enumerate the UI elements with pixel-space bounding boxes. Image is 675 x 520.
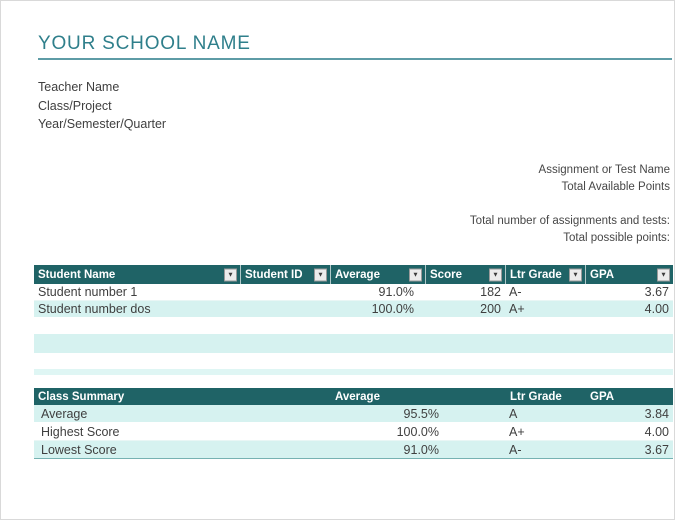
title-underline [38, 58, 672, 60]
chevron-down-icon: ▾ [573, 271, 578, 278]
teacher-name-cell[interactable]: Teacher Name [38, 80, 120, 94]
students-table [34, 265, 673, 318]
available-points-label[interactable]: Total Available Points [561, 181, 670, 193]
cell-gpa[interactable]: 3.67 [644, 443, 669, 457]
cell-ltr-grade[interactable]: A [509, 407, 518, 421]
cell-ltr-grade[interactable]: A+ [509, 425, 525, 439]
column-label: Score [430, 268, 462, 281]
column-label: Ltr Grade [510, 268, 562, 281]
column-header-average: Average [335, 390, 380, 403]
chevron-down-icon: ▾ [228, 271, 233, 278]
column-header-gpa: GPA [590, 390, 615, 403]
cell-student-id[interactable] [241, 284, 331, 300]
column-label: Student ID [245, 268, 303, 281]
column-header-average [331, 265, 426, 284]
column-header-ltr-grade [506, 265, 586, 284]
empty-row[interactable] [34, 369, 673, 375]
cell-ltr-grade[interactable]: A- [509, 285, 522, 299]
cell-ltr-grade[interactable]: A+ [509, 302, 525, 316]
cell-student-name[interactable]: Student number 1 [38, 285, 138, 299]
cell-average[interactable]: 95.5% [403, 407, 439, 421]
cell-gpa[interactable]: 4.00 [644, 302, 669, 316]
chevron-down-icon: ▾ [413, 271, 418, 278]
chevron-down-icon: ▾ [318, 271, 323, 278]
chevron-down-icon: ▾ [661, 271, 666, 278]
cell-score[interactable]: 200 [480, 302, 501, 316]
cell-gpa[interactable]: 3.67 [644, 285, 669, 299]
column-header-gpa [586, 265, 673, 284]
column-label: Student Name [38, 268, 116, 281]
column-header-class-summary: Class Summary [38, 390, 125, 403]
class-summary-table [34, 388, 673, 459]
filter-button-ltr-grade[interactable] [569, 268, 582, 281]
cell-summary-label[interactable]: Lowest Score [41, 443, 117, 457]
cell-summary-label[interactable]: Average [41, 407, 88, 421]
totals-info-block [470, 213, 670, 247]
empty-row[interactable] [34, 334, 673, 353]
chevron-down-icon: ▾ [493, 271, 498, 278]
cell-average[interactable]: 100.0% [396, 425, 439, 439]
column-header-ltr-grade: Ltr Grade [510, 390, 562, 403]
filter-button-average[interactable] [409, 268, 422, 281]
total-points-label: Total possible points: [563, 232, 670, 244]
column-label: GPA [590, 268, 615, 281]
table-row [34, 301, 673, 318]
summary-row [34, 405, 673, 423]
assignment-name-label[interactable]: Assignment or Test Name [538, 164, 670, 176]
filter-button-student-name[interactable] [224, 268, 237, 281]
cell-student-id[interactable] [241, 301, 331, 317]
total-assignments-label: Total number of assignments and tests: [469, 215, 670, 227]
cell-student-name[interactable]: Student number dos [38, 302, 151, 316]
cell-gpa[interactable]: 4.00 [644, 425, 669, 439]
filter-button-gpa[interactable] [657, 268, 670, 281]
cell-ltr-grade[interactable]: A- [509, 443, 522, 457]
cell-summary-label[interactable]: Highest Score [41, 425, 120, 439]
column-label: Average [335, 268, 380, 281]
cell-average[interactable]: 91.0% [403, 443, 439, 457]
cell-score[interactable]: 182 [480, 285, 501, 299]
summary-table-header [34, 388, 673, 405]
cell-gpa[interactable]: 3.84 [644, 407, 669, 421]
class-project-cell[interactable]: Class/Project [38, 98, 112, 113]
summary-row [34, 441, 673, 459]
summary-row [34, 423, 673, 441]
filter-button-score[interactable] [489, 268, 502, 281]
table-row [34, 284, 673, 301]
assignment-info-block [539, 162, 670, 196]
page-title: YOUR SCHOOL NAME [38, 33, 251, 54]
column-header-student-id [241, 265, 331, 284]
cell-average[interactable]: 100.0% [371, 302, 414, 316]
year-semester-cell[interactable]: Year/Semester/Quarter [38, 117, 167, 131]
filter-button-student-id[interactable] [314, 268, 327, 281]
students-table-header [34, 265, 673, 284]
class-info-block [38, 78, 166, 134]
cell-average[interactable]: 91.0% [378, 285, 414, 299]
column-header-student-name [34, 265, 241, 284]
column-header-score [426, 265, 506, 284]
